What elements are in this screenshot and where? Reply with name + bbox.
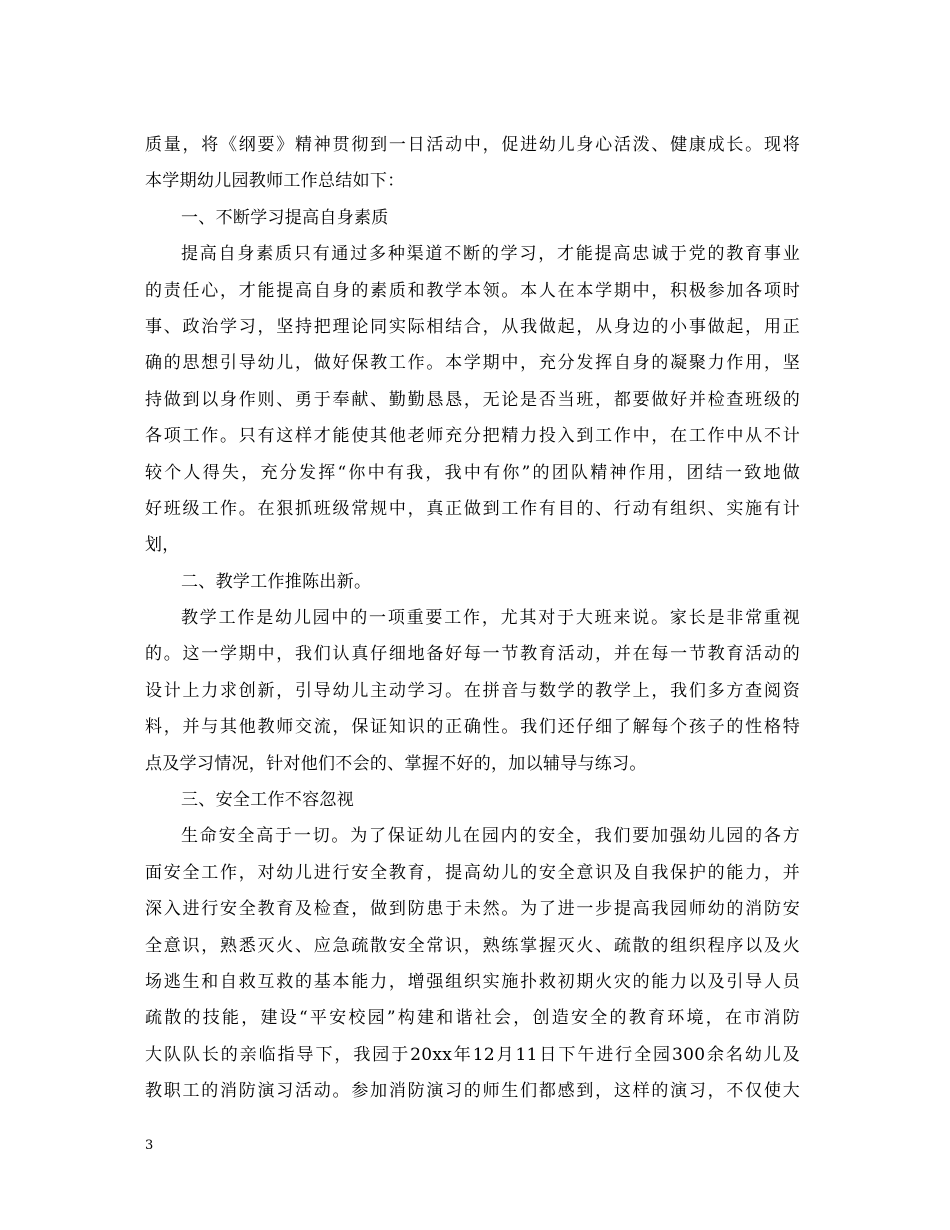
text-line: 设计上力求创新，引导幼儿主动学习。在拼音与数学的教学上，我们多方查阅资	[145, 680, 800, 701]
text-line: 教职工的消防演习活动。参加消防演习的师生们都感到，这样的演习，不仅使大	[145, 1081, 800, 1102]
text-line: 事、政治学习，坚持把理论同实际相结合，从我做起，从身边的小事做起，用正	[145, 316, 800, 337]
section-heading-3: 三、安全工作不容忽视	[181, 790, 354, 811]
text-line: 持做到以身作则、勇于奉献、勤勤恳恳，无论是否当班，都要做好并检查班级的	[145, 389, 800, 410]
text-line: 全意识，熟悉灭火、应急疏散安全常识，熟练掌握灭火、疏散的组织程序以及火	[145, 935, 800, 956]
text-line: 提高自身素质只有通过多种渠道不断的学习，才能提高忠诚于党的教育事业	[181, 244, 800, 265]
body-text	[145, 127, 800, 1110]
text-line: 生命安全高于一切。为了保证幼儿在园内的安全，我们要加强幼儿园的各方	[181, 826, 800, 847]
text-line: 大队队长的亲临指导下，我园于20xx年12月11日下午进行全园300余名幼儿及	[145, 1044, 800, 1065]
text-line: 教学工作是幼儿园中的一项重要工作，尤其对于大班来说。家长是非常重视	[181, 608, 800, 629]
text-line: 质量，将《纲要》精神贯彻到一日活动中，促进幼儿身心活泼、健康成长。现将	[145, 135, 800, 155]
text-line: 的责任心，才能提高自身的素质和教学本领。本人在本学期中，积极参加各项时	[145, 280, 800, 301]
page-number: 3	[145, 1138, 154, 1153]
text-line: 划，	[145, 535, 180, 556]
text-line: 面安全工作，对幼儿进行安全教育，提高幼儿的安全意识及自我保护的能力，并	[145, 862, 800, 883]
text-line: 点及学习情况，针对他们不会的、掌握不好的，加以辅导与练习。	[145, 753, 647, 774]
text-line: 深入进行安全教育及检查，做到防患于未然。为了进一步提高我园师幼的消防安	[145, 899, 800, 920]
section-heading-2: 二、教学工作推陈出新。	[181, 571, 372, 592]
text-line: 本学期幼儿园教师工作总结如下：	[145, 171, 405, 192]
text-line: 确的思想引导幼儿，做好保教工作。本学期中，充分发挥自身的凝聚力作用，坚	[145, 353, 800, 374]
text-line: 好班级工作。在狠抓班级常规中，真正做到工作有目的、行动有组织、实施有计	[145, 498, 800, 519]
text-line: 各项工作。只有这样才能使其他老师充分把精力投入到工作中，在工作中从不计	[145, 426, 800, 447]
text-line: 疏散的技能，建设“平安校园”构建和谐社会，创造安全的教育环境，在市消防	[145, 1008, 800, 1029]
text-line: 料，并与其他教师交流，保证知识的正确性。我们还仔细了解每个孩子的性格特	[145, 717, 800, 738]
section-heading-1: 一、不断学习提高自身素质	[181, 207, 389, 228]
text-line: 的。这一学期中，我们认真仔细地备好每一节教育活动，并在每一节教育活动的	[145, 644, 800, 665]
text-line: 场逃生和自救互救的基本能力，增强组织实施扑救初期火灾的能力以及引导人员	[145, 971, 800, 992]
text-line: 较个人得失，充分发挥“你中有我，我中有你”的团队精神作用，团结一致地做	[145, 462, 800, 483]
